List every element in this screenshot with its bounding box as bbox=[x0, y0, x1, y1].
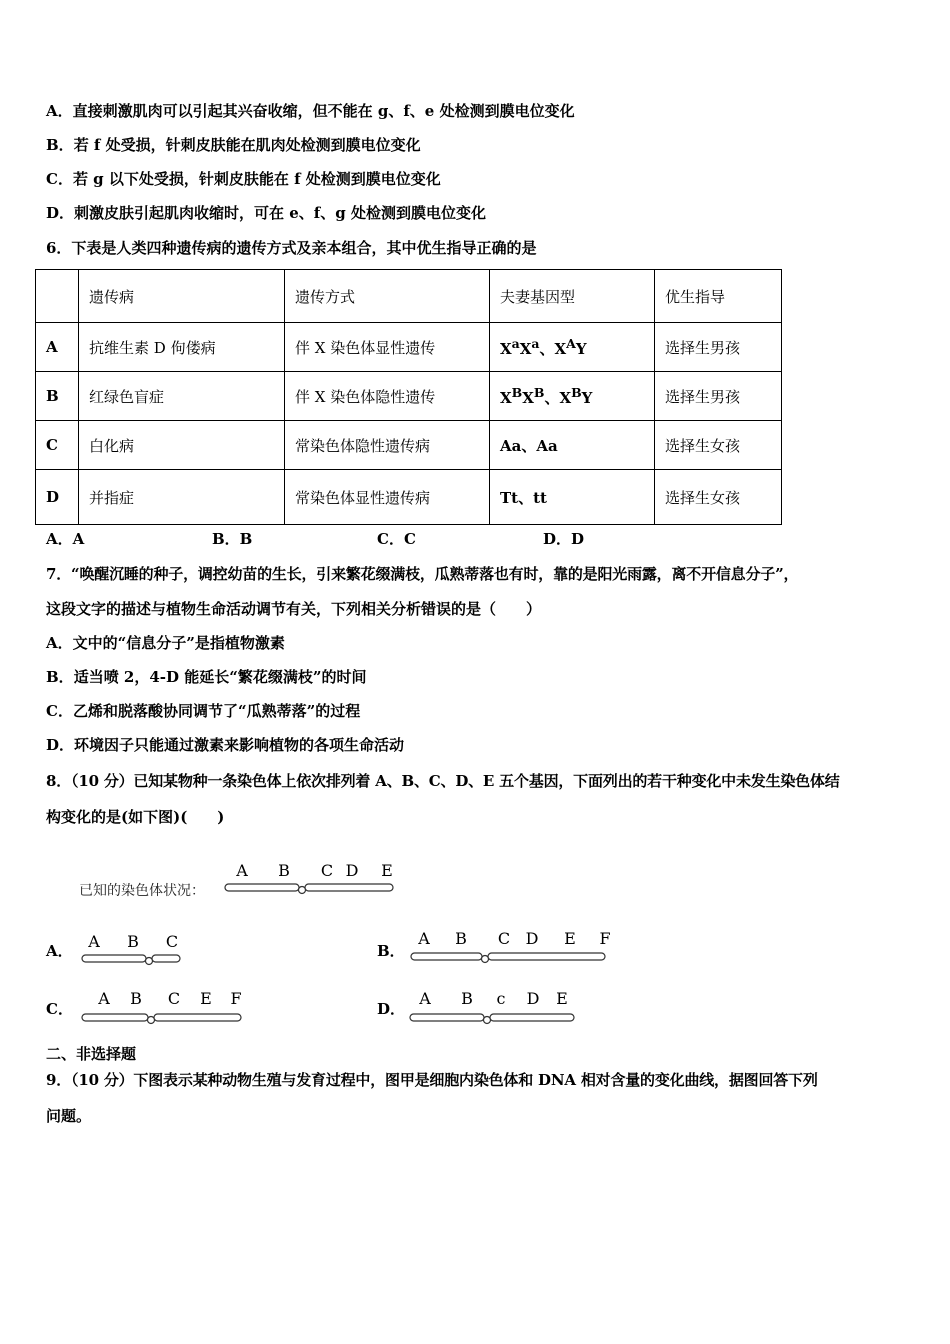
gene-label: D bbox=[526, 989, 540, 1008]
row-label: A bbox=[36, 323, 79, 372]
chromosome-arm bbox=[410, 1014, 484, 1021]
mode-cell: 常染色体隐性遗传病 bbox=[285, 421, 490, 470]
gene-label: F bbox=[230, 989, 242, 1008]
gene-label: D bbox=[345, 861, 359, 880]
table-row bbox=[36, 372, 782, 421]
q7-option-d: D．环境因子只能通过激素来影响植物的各项生命活动 bbox=[46, 736, 405, 754]
gene-label: A bbox=[236, 861, 248, 880]
q6-answer-d: D．D bbox=[543, 530, 585, 548]
disease-cell: 并指症 bbox=[79, 470, 285, 525]
advice-cell: 选择生男孩 bbox=[655, 323, 782, 372]
q7-stem-line2: 这段文字的描述与植物生命活动调节有关，下列相关分析错误的是（ ） bbox=[46, 600, 542, 618]
genotype-cell: Aa、Aa bbox=[490, 421, 655, 470]
row-label: D bbox=[36, 470, 79, 525]
known-chromosome-label: 已知的染色体状况： bbox=[79, 883, 205, 899]
q9-stem-line2: 问题。 bbox=[46, 1107, 92, 1125]
disease-cell: 红绿色盲症 bbox=[79, 372, 285, 421]
gene-label: B bbox=[455, 929, 467, 948]
table-row bbox=[36, 421, 782, 470]
table-header-cell bbox=[36, 270, 79, 323]
q7-option-a: A．文中的“信息分子”是指植物激素 bbox=[46, 634, 285, 652]
q6-answer-c: C．C bbox=[377, 530, 416, 548]
mode-cell: 伴 X 染色体显性遗传 bbox=[285, 323, 490, 372]
q5-option-a: A．直接刺激肌肉可以引起其兴奋收缩，但不能在 g、f、e 处检测到膜电位变化 bbox=[46, 102, 575, 120]
q6-answer-a: A．A bbox=[46, 530, 85, 548]
chromosome-arm bbox=[225, 884, 299, 891]
gene-label: E bbox=[200, 989, 212, 1008]
chromosome-arm bbox=[82, 1014, 148, 1021]
known-chromosome-diagram bbox=[220, 855, 400, 900]
q8-option-c-label: C． bbox=[46, 1000, 73, 1018]
gene-label: E bbox=[564, 929, 576, 948]
table-header-row bbox=[36, 270, 782, 323]
chromosome-arm bbox=[411, 953, 482, 960]
mode-cell: 常染色体显性遗传病 bbox=[285, 470, 490, 525]
q8-option-a-label: A． bbox=[46, 942, 73, 960]
chromosome-arm bbox=[154, 1014, 241, 1021]
q8-stem-line1: 8．（10 分）已知某物种一条染色体上依次排列着 A、B、C、D、E 五个基因，下面列出的若干种变化中未发生染色体结 bbox=[46, 772, 840, 790]
q5-option-d: D．刺激皮肤引起肌肉收缩时，可在 e、f、g 处检测到膜电位变化 bbox=[46, 204, 486, 222]
q8-stem-line2: 构变化的是(如下图)( ) bbox=[46, 808, 225, 826]
genotype-cell: $X^BX^B$、$X^BY$ bbox=[490, 372, 655, 421]
q8-option-d-label: D． bbox=[377, 1000, 406, 1018]
table-header-cell: 夫妻基因型 bbox=[490, 270, 655, 323]
gene-label: F bbox=[599, 929, 611, 948]
advice-cell: 选择生男孩 bbox=[655, 372, 782, 421]
chromosome-arm bbox=[152, 955, 180, 962]
genotype-cell: Tt、tt bbox=[490, 470, 655, 525]
gene-label: c bbox=[496, 989, 506, 1008]
genetic-disease-table bbox=[35, 269, 782, 525]
mode-cell: 伴 X 染色体隐性遗传 bbox=[285, 372, 490, 421]
chromosome-arm bbox=[488, 953, 605, 960]
gene-label: B bbox=[127, 932, 139, 951]
q6-answer-b: B．B bbox=[212, 530, 253, 548]
gene-label: C bbox=[165, 932, 179, 951]
q5-option-c: C．若 g 以下处受损，针刺皮肤能在 f 处检测到膜电位变化 bbox=[46, 170, 441, 188]
disease-cell: 白化病 bbox=[79, 421, 285, 470]
q7-stem-line1: 7．“唤醒沉睡的种子，调控幼苗的生长，引来繁花缀满枝，瓜熟蒂落也有时，靠的是阳光雨露，离不开信息分子”， bbox=[46, 565, 799, 583]
row-label: B bbox=[36, 372, 79, 421]
gene-label: C bbox=[167, 989, 181, 1008]
q6-stem: 6．下表是人类四种遗传病的遗传方式及亲本组合，其中优生指导正确的是 bbox=[46, 239, 537, 257]
gene-label: B bbox=[278, 861, 290, 880]
q6-answer-options bbox=[46, 529, 746, 549]
gene-label: D bbox=[525, 929, 539, 948]
table-header-cell: 遗传病 bbox=[79, 270, 285, 323]
gene-label: A bbox=[98, 989, 110, 1008]
q9-stem-line1: 9．（10 分）下图表示某种动物生殖与发育过程中，图甲是细胞内染色体和 DNA 相对含量的变化曲线，据图回答下列 bbox=[46, 1071, 818, 1089]
gene-label: A bbox=[88, 932, 100, 951]
q8-option-c-diagram bbox=[78, 986, 248, 1028]
genotype-cell: $X^aX^a$、$X^AY$ bbox=[490, 323, 655, 372]
q8-option-b-diagram bbox=[405, 925, 620, 967]
table-row bbox=[36, 323, 782, 372]
disease-cell: 抗维生素 D 佝偻病 bbox=[79, 323, 285, 372]
q7-option-c: C．乙烯和脱落酸协同调节了“瓜熟蒂落”的过程 bbox=[46, 702, 361, 720]
gene-label: A bbox=[418, 929, 430, 948]
q8-option-d-diagram bbox=[405, 986, 585, 1028]
q7-option-b: B．适当喷 2，4-D 能延长“繁花缀满枝”的时间 bbox=[46, 668, 367, 686]
q8-option-a-diagram bbox=[78, 928, 188, 970]
q5-option-b: B．若 f 处受损，针刺皮肤能在肌肉处检测到膜电位变化 bbox=[46, 136, 421, 154]
section-heading: 二、非选择题 bbox=[46, 1045, 137, 1063]
chromosome-arm bbox=[82, 955, 146, 962]
table-row bbox=[36, 470, 782, 525]
row-label: C bbox=[36, 421, 79, 470]
chromosome-arm bbox=[305, 884, 393, 891]
gene-label: E bbox=[381, 861, 393, 880]
advice-cell: 选择生女孩 bbox=[655, 470, 782, 525]
gene-label: C bbox=[497, 929, 511, 948]
gene-label: A bbox=[419, 989, 431, 1008]
gene-label: B bbox=[461, 989, 473, 1008]
gene-label: B bbox=[130, 989, 142, 1008]
table-header-cell: 遗传方式 bbox=[285, 270, 490, 323]
table-header-cell: 优生指导 bbox=[655, 270, 782, 323]
q8-option-b-label: B． bbox=[377, 942, 405, 960]
gene-label: C bbox=[320, 861, 334, 880]
chromosome-arm bbox=[490, 1014, 574, 1021]
gene-label: E bbox=[556, 989, 568, 1008]
advice-cell: 选择生女孩 bbox=[655, 421, 782, 470]
